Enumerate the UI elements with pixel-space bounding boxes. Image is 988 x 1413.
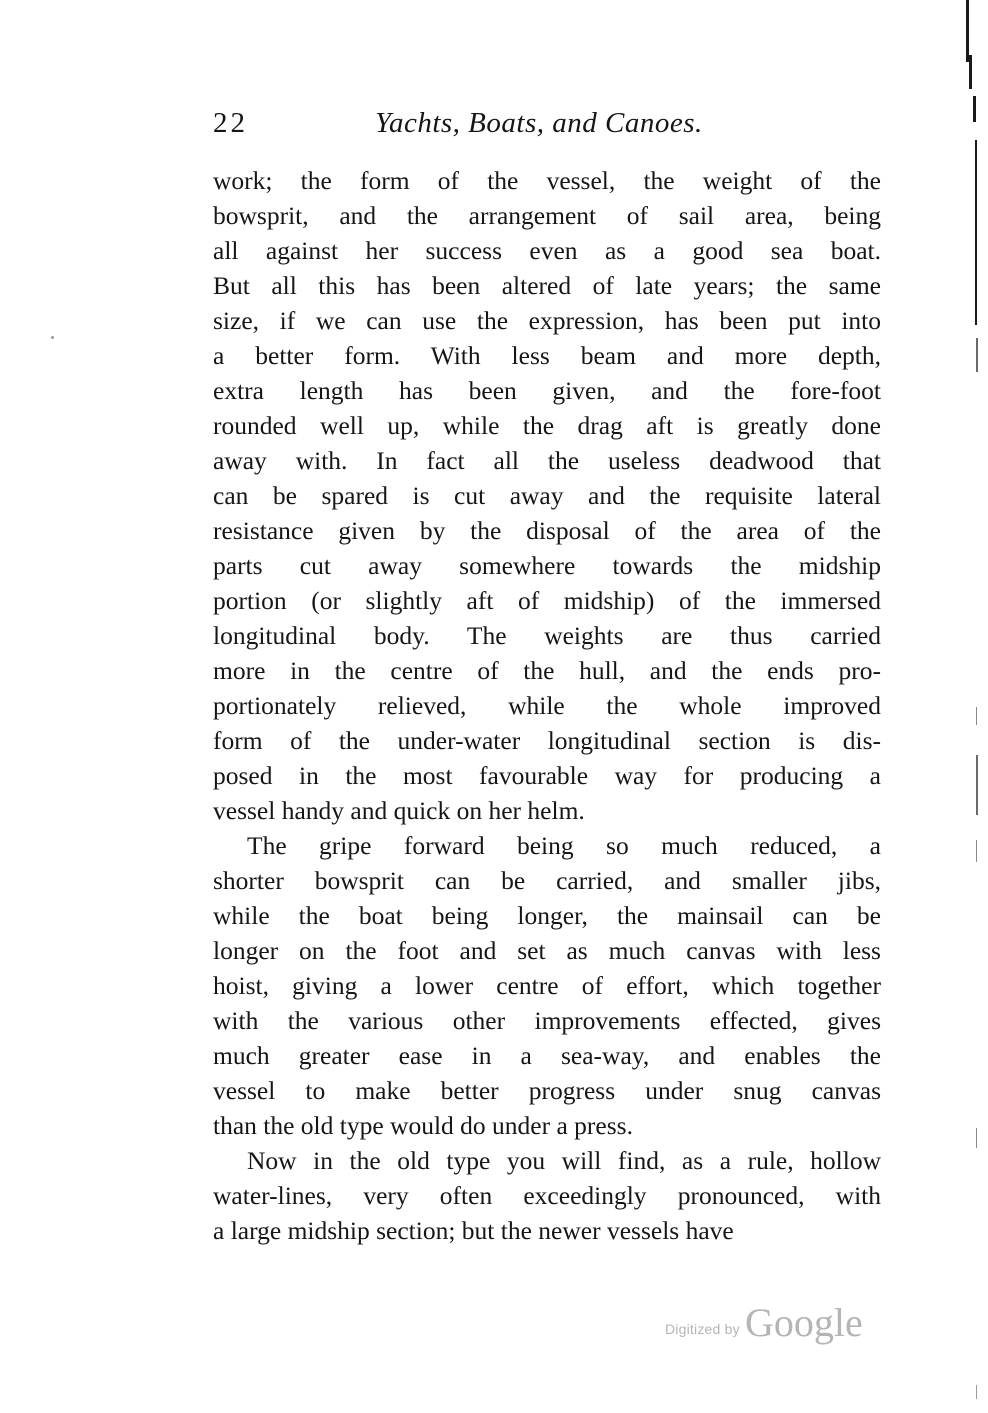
scan-edge-mark <box>973 96 976 122</box>
text-line: size, if we can use the expression, has been put into <box>213 306 881 335</box>
text-line: away with. In fact all the useless deadwood that <box>213 446 881 475</box>
text-line: longer on the foot and set as much canvas with less <box>213 936 881 965</box>
text-line: vessel handy and quick on her helm. <box>213 796 585 825</box>
text-line: than the old type would do under a press. <box>213 1111 633 1140</box>
text-line: resistance given by the disposal of the area of the <box>213 516 881 545</box>
paragraph <box>213 828 881 1143</box>
scan-edge-mark <box>976 338 978 372</box>
scan-edge-mark <box>976 1128 977 1148</box>
running-head <box>213 103 881 143</box>
text-line: extra length has been given, and the fore-foot <box>213 376 881 405</box>
text-line: posed in the most favourable way for producing a <box>213 761 881 790</box>
text-line: bowsprit, and the arrangement of sail area, being <box>213 201 881 230</box>
text-line: work; the form of the vessel, the weight of the <box>213 166 881 195</box>
running-title: Yachts, Boats, and Canoes. <box>375 107 703 139</box>
scan-edge-mark <box>976 840 977 862</box>
paragraph <box>213 1143 881 1248</box>
text-line: parts cut away somewhere towards the midship <box>213 551 881 580</box>
text-line: Now in the old type you will find, as a rule, hollow <box>247 1146 881 1175</box>
watermark-prefix: Digitized by <box>665 1321 740 1337</box>
text-line: all against her success even as a good sea boat. <box>213 236 881 265</box>
scan-edge-mark <box>966 0 969 62</box>
scan-edge-mark <box>975 140 977 325</box>
text-line: water-lines, very often exceedingly pronounced, with <box>213 1181 881 1210</box>
text-line: much greater ease in a sea-way, and enables the <box>213 1041 881 1070</box>
text-line: rounded well up, while the drag aft is greatly done <box>213 411 881 440</box>
text-line: The gripe forward being so much reduced, a <box>247 831 881 860</box>
text-line: with the various other improvements effected, gives <box>213 1006 881 1035</box>
scan-edge-mark <box>976 755 978 815</box>
text-line: a better form. With less beam and more depth, <box>213 341 881 370</box>
body-text <box>213 163 881 1248</box>
scan-edge-mark <box>969 55 972 89</box>
text-line: a large midship section; but the newer vessels have <box>213 1216 734 1245</box>
scan-edge-mark <box>976 707 977 725</box>
text-line: while the boat being longer, the mainsail can be <box>213 901 881 930</box>
page-number: 22 <box>213 107 248 139</box>
scan-edge-mark <box>976 1385 977 1399</box>
text-line: portion (or slightly aft of midship) of the immersed <box>213 586 881 615</box>
text-line: vessel to make better progress under snug canvas <box>213 1076 881 1105</box>
text-line: shorter bowsprit can be carried, and smaller jibs, <box>213 866 881 895</box>
text-line: more in the centre of the hull, and the ends pro- <box>213 656 881 685</box>
text-line: form of the under-water longitudinal section is dis- <box>213 726 881 755</box>
digitized-watermark <box>660 1300 880 1350</box>
text-line: can be spared is cut away and the requisite lateral <box>213 481 881 510</box>
scan-speck <box>51 336 54 339</box>
text-line: portionately relieved, while the whole improved <box>213 691 881 720</box>
text-line: hoist, giving a lower centre of effort, which together <box>213 971 881 1000</box>
text-line: longitudinal body. The weights are thus carried <box>213 621 881 650</box>
google-logo: Google <box>745 1300 863 1345</box>
text-line: But all this has been altered of late years; the same <box>213 271 881 300</box>
paragraph <box>213 163 881 828</box>
